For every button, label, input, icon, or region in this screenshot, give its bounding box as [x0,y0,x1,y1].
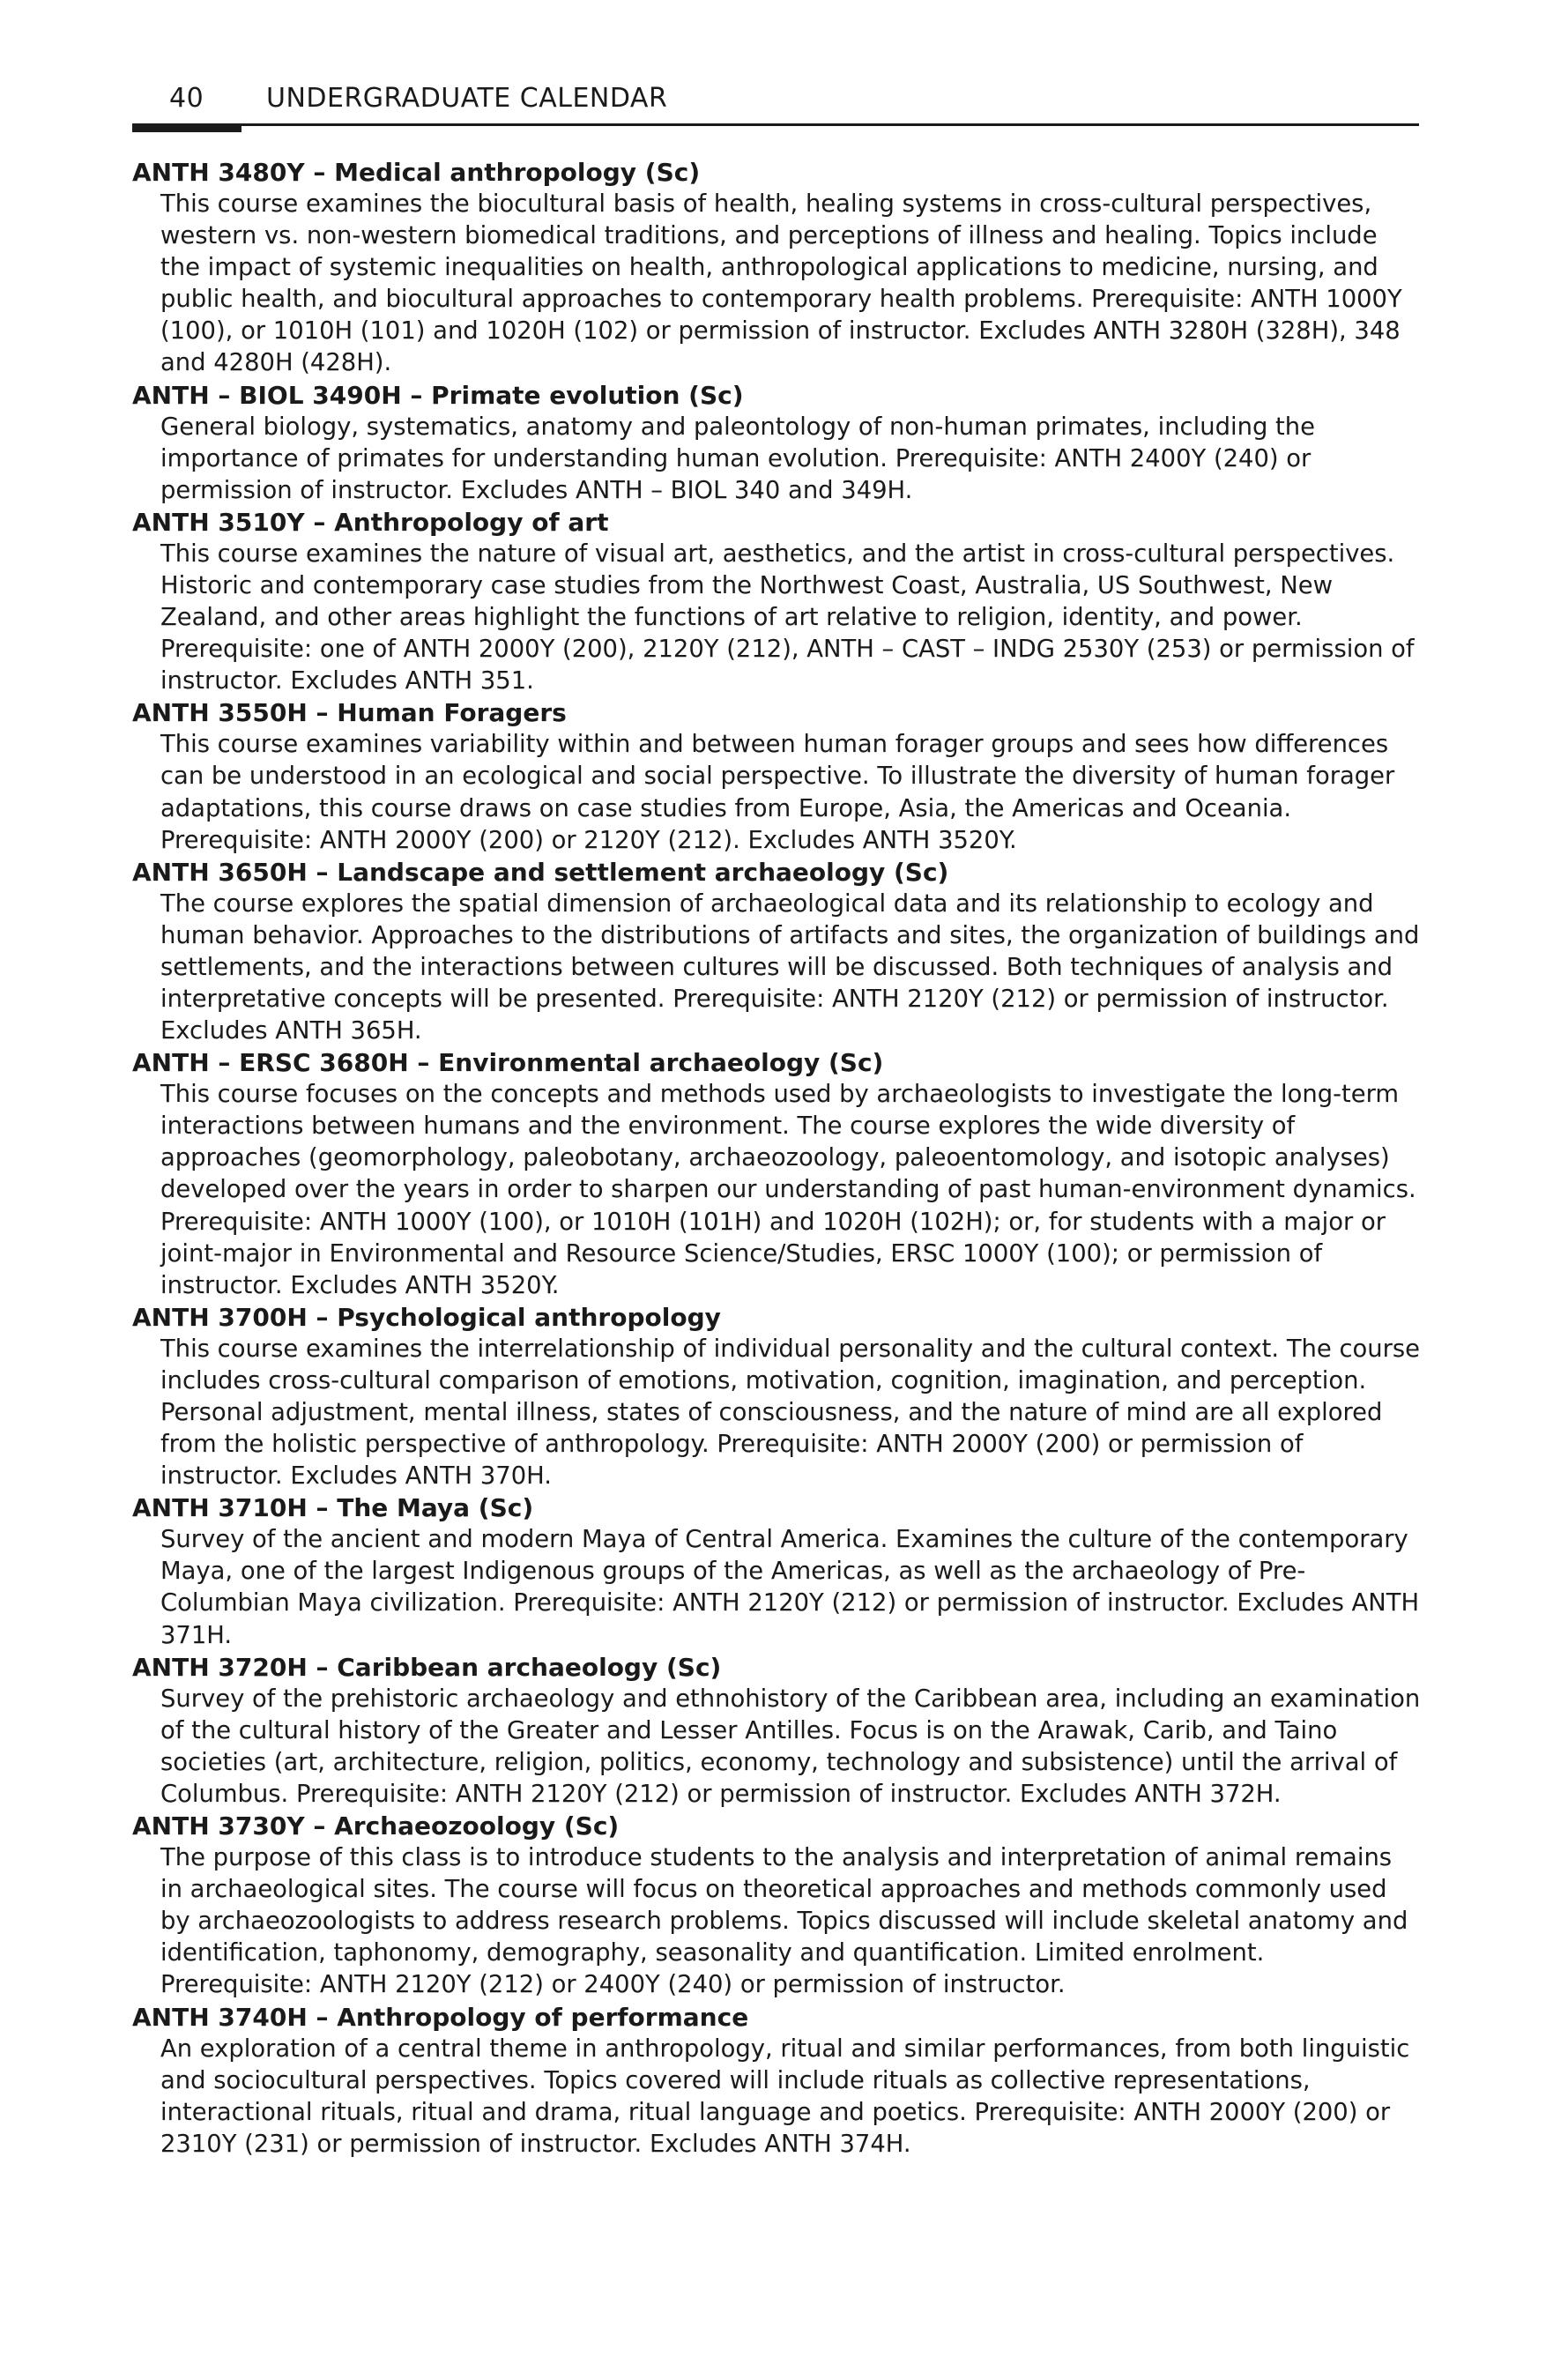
course-description: This course examines the biocultural basis of health, healing systems in cross-cultural perspectives, western vs. non-western biomedical traditions, and perceptions of illness and healing. Topics include the impact of systemic inequalities on health, anthropological applications to medicine, nursing, and public health, and biocultural approaches to contemporary health problems. Prerequisite: ANTH 1000Y (100), or 1010H (101) and 1020H (102) or permission of instructor. Excludes ANTH 3280H (328H), 348 and 4280H (428H). [160,190,1402,377]
course-entry [132,1811,1421,2001]
course-title: ANTH 3550H – Human Foragers [132,698,567,728]
course-entry [132,1652,1421,1811]
course-description: This course examines the interrelationship of individual personality and the cultural context. The course includes cross-cultural comparison of emotions, motivation, cognition, imagination, and perception. Personal adjustment, mental illness, states of consciousness, and the nature of mind are all explored from the holistic perspective of anthropology. Prerequisite: ANTH 2000Y (200) or permission of instructor. Excludes ANTH 370H. [160,1335,1421,1491]
course-description: The purpose of this class is to introduce students to the analysis and interpretation of animal remains in archaeological sites. The course will focus on theoretical approaches and methods commonly used by archaeozoologists to address research problems. Topics discussed will include skeletal anatomy and identification, taphonomy, demography, seasonality and quantification. Limited enrolment. Prerequisite: ANTH 2120Y (212) or 2400Y (240) or permission of instructor. [160,1844,1408,1999]
course-entry [132,507,1421,697]
header-tab-marker [132,123,241,132]
course-title: ANTH 3710H – The Maya (Sc) [132,1493,534,1523]
course-title: ANTH 3720H – Caribbean archaeology (Sc) [132,1652,722,1682]
course-title: ANTH 3740H – Anthropology of performance [132,2002,749,2032]
header-rule [132,123,1419,126]
course-title: ANTH – ERSC 3680H – Environmental archaeology (Sc) [132,1048,884,1078]
course-entry [132,157,1421,380]
course-description: An exploration of a central theme in anthropology, ritual and similar performances, from both linguistic and sociocultural perspectives. Topics covered will include rituals as collective representations, interactional rituals, ritual and drama, ritual language and poetics. Prerequisite: ANTH 2000Y (200) or 2310Y (231) or permission of instructor. Excludes ANTH 374H. [160,2034,1410,2158]
course-title: ANTH 3480Y – Medical anthropology (Sc) [132,158,701,187]
course-description: The course explores the spatial dimension of archaeological data and its relationship to ecology and human behavior. Approaches to the distributions of artifacts and sites, the organization of buildings and settlements, and the interactions between cultures will be discussed. Both techniques of analysis and interpretative concepts will be presented. Prerequisite: ANTH 2120Y (212) or permission of instructor. Excludes ANTH 365H. [160,889,1420,1045]
course-title: ANTH – BIOL 3490H – Primate evolution (Sc) [132,380,744,410]
course-description: Survey of the prehistoric archaeology and ethnohistory of the Caribbean area, including an examination of the cultural history of the Greater and Lesser Antilles. Focus is on the Arawak, Carib, and Taino societies (art, architecture, religion, politics, economy, technology and subsistence) until the arrival of Columbus. Prerequisite: ANTH 2120Y (212) or permission of instructor. Excludes ANTH 372H. [160,1685,1421,1808]
course-description: This course examines variability within and between human forager groups and sees how differences can be understood in an ecological and social perspective. To illustrate the diversity of human forager adaptations, this course draws on case studies from Europe, Asia, the Americas and Oceania. Prerequisite: ANTH 2000Y (200) or 2120Y (212). Excludes ANTH 3520Y. [160,731,1395,854]
course-entry [132,1492,1421,1651]
course-description: Survey of the ancient and modern Maya of Central America. Examines the culture of the contemporary Maya, one of the largest Indigenous groups of the Americas, as well as the archaeology of Pre-Columbian Maya civilization. Prerequisite: ANTH 2120Y (212) or permission of instructor. Excludes ANTH 371H. [160,1526,1420,1649]
course-description: General biology, systematics, anatomy and paleontology of non-human primates, including the importance of primates for understanding human evolution. Prerequisite: ANTH 2400Y (240) or permission of instructor. Excludes ANTH – BIOL 340 and 349H. [160,413,1315,504]
course-title: ANTH 3650H – Landscape and settlement archaeology (Sc) [132,857,949,887]
running-title: UNDERGRADUATE CALENDAR [266,83,668,114]
course-description: This course examines the nature of visual art, aesthetics, and the artist in cross-cultural perspectives. Historic and contemporary case studies from the Northwest Coast, Australia, US Southwest, New Zealand, and other areas highlight the functions of art relative to religion, identity, and power. Prerequisite: one of ANTH 2000Y (200), 2120Y (212), ANTH – CAST – INDG 2530Y (253) or permission of instructor. Excludes ANTH 351. [160,539,1415,695]
page-number: 40 [169,83,204,114]
course-description: This course focuses on the concepts and methods used by archaeologists to investigate the long-term interactions between humans and the environment. The course explores the wide diversity of approaches (geomorphology, paleobotany, archaeozoology, paleoentomology, and isotopic analyses) developed over the years in order to sharpen our understanding of past human-environment dynamics. Prerequisite: ANTH 1000Y (100), or 1010H (101H) and 1020H (102H); or, for students with a major or joint-major in Environmental and Resource Science/Studies, ERSC 1000Y (100); or permission of instructor. Excludes ANTH 3520Y. [160,1081,1416,1299]
course-title: ANTH 3510Y – Anthropology of art [132,507,609,537]
course-entry [132,2002,1421,2161]
course-entry [132,697,1421,856]
course-entry [132,857,1421,1047]
course-entry [132,1047,1421,1302]
course-title: ANTH 3700H – Psychological anthropology [132,1302,721,1332]
course-entry [132,1302,1421,1492]
page-header [132,76,1419,129]
course-title: ANTH 3730Y – Archaeozoology (Sc) [132,1811,620,1841]
course-entry [132,380,1421,507]
course-list [132,157,1421,2161]
